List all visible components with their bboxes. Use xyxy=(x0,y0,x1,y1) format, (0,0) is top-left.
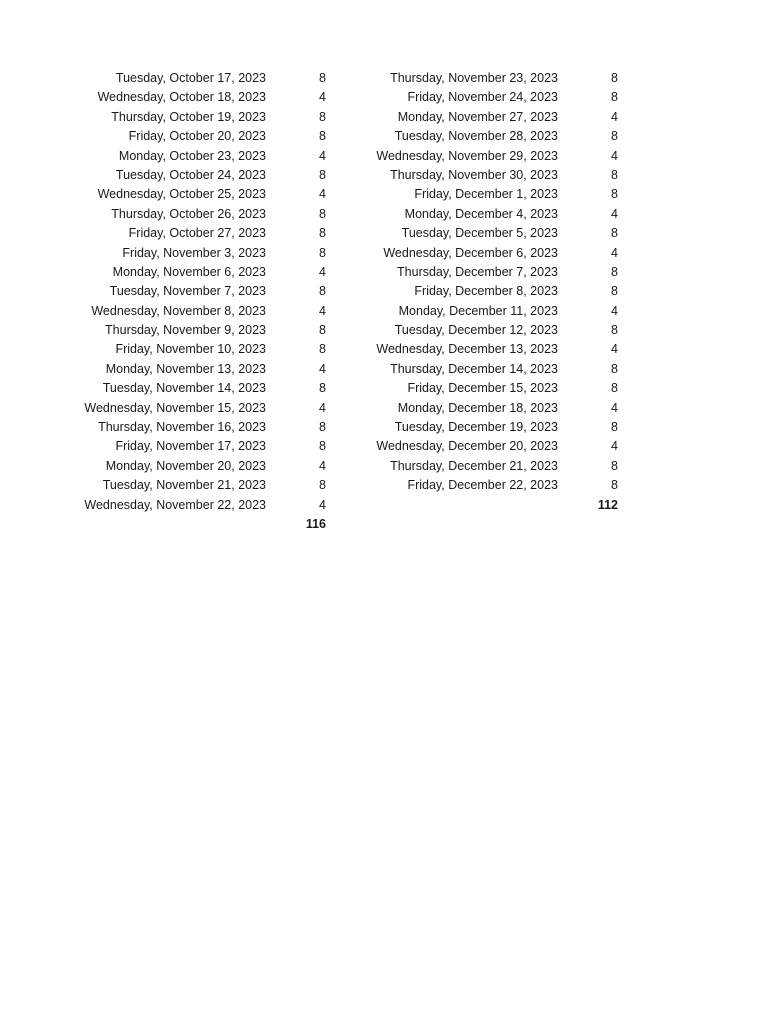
table-row xyxy=(332,263,618,282)
hours-cell: 4 xyxy=(611,342,618,357)
table-row xyxy=(332,282,618,301)
hours-cell: 4 xyxy=(611,439,618,454)
total-hours: 116 xyxy=(305,516,326,531)
hours-cell: 8 xyxy=(319,71,326,85)
hours-cell: 8 xyxy=(319,381,326,396)
hours-cell: 8 xyxy=(319,167,326,182)
hours-cell: 8 xyxy=(611,167,618,182)
date-cell: Wednesday, December 6, 2023 xyxy=(383,245,558,260)
table-row xyxy=(332,437,618,456)
hours-cell: 8 xyxy=(611,90,618,105)
date-cell: Monday, November 13, 2023 xyxy=(105,361,266,376)
hours-cell: 8 xyxy=(611,129,618,144)
date-cell: Friday, October 27, 2023 xyxy=(128,226,266,241)
date-cell: Friday, November 3, 2023 xyxy=(122,245,266,260)
hours-cell: 4 xyxy=(319,497,326,512)
date-cell: Thursday, October 19, 2023 xyxy=(111,109,266,124)
hours-cell: 8 xyxy=(319,478,326,493)
table-row xyxy=(40,166,326,185)
date-cell: Wednesday, October 25, 2023 xyxy=(97,187,266,202)
total-hours: 112 xyxy=(597,497,618,512)
table-row xyxy=(40,205,326,224)
hours-cell: 4 xyxy=(319,90,326,105)
table-row xyxy=(40,340,326,359)
table-row xyxy=(332,88,618,107)
date-cell: Friday, December 22, 2023 xyxy=(407,478,558,493)
hours-cell: 4 xyxy=(611,303,618,318)
table-row xyxy=(40,147,326,166)
hours-cell: 8 xyxy=(319,226,326,241)
total-spacer xyxy=(40,515,266,534)
hours-cell: 4 xyxy=(319,148,326,163)
date-cell: Tuesday, November 28, 2023 xyxy=(394,129,558,144)
date-cell: Monday, December 18, 2023 xyxy=(397,400,558,415)
hours-cell: 8 xyxy=(611,458,618,473)
table-row xyxy=(332,399,618,418)
hours-cell: 4 xyxy=(611,400,618,415)
hours-cell: 8 xyxy=(319,245,326,260)
hours-cell: 8 xyxy=(611,226,618,241)
total-row xyxy=(332,496,618,515)
table-row xyxy=(40,302,326,321)
date-cell: Thursday, October 26, 2023 xyxy=(111,206,266,221)
total-row xyxy=(40,515,326,534)
date-cell: Tuesday, November 14, 2023 xyxy=(102,381,266,396)
date-cell: Wednesday, November 8, 2023 xyxy=(91,303,266,318)
table-row xyxy=(40,244,326,263)
date-cell: Monday, December 11, 2023 xyxy=(398,303,558,318)
table-row xyxy=(40,418,326,437)
hours-cell: 8 xyxy=(611,323,618,338)
table-row xyxy=(40,69,326,88)
table-row xyxy=(40,476,326,495)
date-cell: Thursday, December 7, 2023 xyxy=(397,264,558,279)
hours-cell: 8 xyxy=(611,478,618,493)
hours-cell: 8 xyxy=(611,71,618,85)
right-hours-table xyxy=(332,69,618,515)
hours-cell: 4 xyxy=(319,264,326,279)
date-cell: Friday, November 17, 2023 xyxy=(115,439,266,454)
hours-cell: 8 xyxy=(319,439,326,454)
table-row xyxy=(40,457,326,476)
date-cell: Wednesday, November 29, 2023 xyxy=(376,148,558,163)
date-cell: Tuesday, November 21, 2023 xyxy=(102,478,266,493)
table-row xyxy=(332,69,618,88)
date-cell: Wednesday, December 20, 2023 xyxy=(376,439,558,454)
table-row xyxy=(332,360,618,379)
hours-cell: 8 xyxy=(319,420,326,435)
table-row xyxy=(40,224,326,243)
table-row xyxy=(332,418,618,437)
hours-cell: 8 xyxy=(611,381,618,396)
date-cell: Friday, November 10, 2023 xyxy=(115,342,266,357)
hours-cell: 8 xyxy=(319,206,326,221)
date-cell: Tuesday, October 17, 2023 xyxy=(115,71,266,85)
date-cell: Friday, December 15, 2023 xyxy=(407,381,558,396)
hours-cell: 8 xyxy=(611,361,618,376)
table-row xyxy=(332,457,618,476)
table-row xyxy=(332,147,618,166)
table-row xyxy=(332,127,618,146)
date-cell: Tuesday, December 19, 2023 xyxy=(394,420,558,435)
date-cell: Friday, December 8, 2023 xyxy=(414,284,558,299)
date-cell: Thursday, December 14, 2023 xyxy=(390,361,558,376)
table-row xyxy=(332,244,618,263)
table-row xyxy=(332,205,618,224)
table-row xyxy=(40,321,326,340)
total-spacer xyxy=(332,496,558,515)
date-cell: Monday, October 23, 2023 xyxy=(118,148,266,163)
date-cell: Wednesday, November 22, 2023 xyxy=(84,497,266,512)
date-cell: Friday, November 24, 2023 xyxy=(407,90,558,105)
hours-cell: 4 xyxy=(319,303,326,318)
table-row xyxy=(40,360,326,379)
hours-cell: 8 xyxy=(319,284,326,299)
table-row xyxy=(40,437,326,456)
table-row xyxy=(332,476,618,495)
date-cell: Friday, December 1, 2023 xyxy=(414,187,558,202)
table-row xyxy=(332,379,618,398)
table-row xyxy=(40,108,326,127)
table-row xyxy=(40,379,326,398)
hours-cell: 8 xyxy=(611,187,618,202)
table-row xyxy=(40,88,326,107)
table-row xyxy=(332,302,618,321)
date-cell: Wednesday, December 13, 2023 xyxy=(376,342,558,357)
hours-cell: 4 xyxy=(611,148,618,163)
table-row xyxy=(332,185,618,204)
date-cell: Tuesday, December 5, 2023 xyxy=(401,226,558,241)
date-cell: Thursday, November 9, 2023 xyxy=(105,323,266,338)
table-row xyxy=(40,263,326,282)
hours-cell: 4 xyxy=(319,400,326,415)
hours-cell: 8 xyxy=(319,109,326,124)
left-hours-table xyxy=(40,69,326,534)
date-cell: Thursday, November 23, 2023 xyxy=(390,71,558,85)
date-cell: Monday, November 27, 2023 xyxy=(397,109,558,124)
date-cell: Monday, November 6, 2023 xyxy=(112,264,266,279)
table-row xyxy=(40,282,326,301)
table-row xyxy=(40,399,326,418)
table-row xyxy=(332,224,618,243)
date-cell: Monday, December 4, 2023 xyxy=(404,206,558,221)
hours-cell: 4 xyxy=(319,458,326,473)
table-row xyxy=(40,127,326,146)
hours-cell: 4 xyxy=(611,206,618,221)
date-cell: Thursday, November 16, 2023 xyxy=(98,420,266,435)
date-cell: Thursday, November 30, 2023 xyxy=(390,167,558,182)
date-cell: Thursday, December 21, 2023 xyxy=(390,458,558,473)
hours-cell: 4 xyxy=(611,245,618,260)
hours-cell: 8 xyxy=(611,264,618,279)
date-cell: Wednesday, October 18, 2023 xyxy=(97,90,266,105)
date-cell: Monday, November 20, 2023 xyxy=(105,458,266,473)
hours-cell: 8 xyxy=(611,284,618,299)
hours-cell: 8 xyxy=(319,323,326,338)
hours-cell: 8 xyxy=(611,420,618,435)
date-cell: Tuesday, December 12, 2023 xyxy=(394,323,558,338)
hours-cell: 8 xyxy=(319,129,326,144)
hours-cell: 4 xyxy=(319,361,326,376)
date-cell: Wednesday, November 15, 2023 xyxy=(84,400,266,415)
hours-cell: 4 xyxy=(319,187,326,202)
table-row xyxy=(332,108,618,127)
table-row xyxy=(332,340,618,359)
table-row xyxy=(40,185,326,204)
hours-cell: 8 xyxy=(319,342,326,357)
date-cell: Friday, October 20, 2023 xyxy=(128,129,266,144)
date-cell: Tuesday, October 24, 2023 xyxy=(115,167,266,182)
table-row xyxy=(332,321,618,340)
table-row xyxy=(332,166,618,185)
date-cell: Tuesday, November 7, 2023 xyxy=(109,284,266,299)
hours-cell: 4 xyxy=(611,109,618,124)
table-row xyxy=(40,496,326,515)
